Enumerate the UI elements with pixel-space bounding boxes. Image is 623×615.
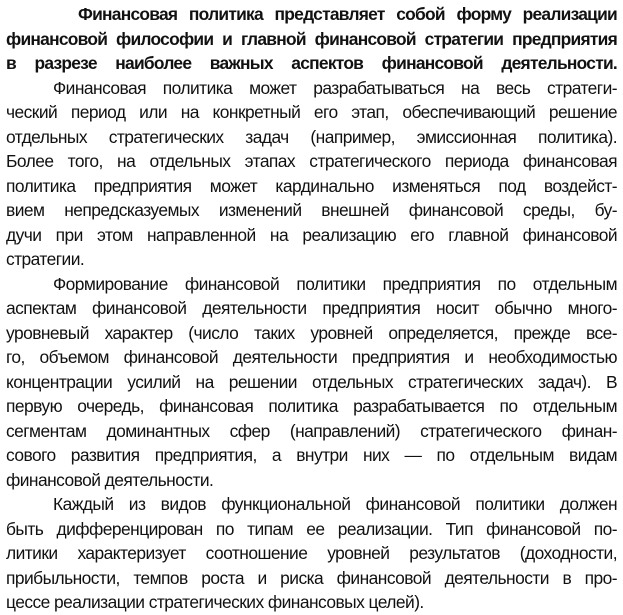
text-line: вием непредсказуемых изменений внешней финансовой среды, бу- (6, 200, 617, 220)
text-line: прибыльности, темпов роста и риска финансовой деятельности в про- (6, 567, 617, 588)
intro-paragraph (6, 2, 617, 76)
intro-line: Финансовая политика представляет собой форму реализации (78, 4, 617, 24)
text-line: го, объемом финансовой деятельности предприятия и необходимостью (6, 347, 617, 367)
document-page (6, 2, 617, 615)
intro-line: финансовой философии и главной финансовой стратегии предприятия (6, 28, 617, 49)
intro-line: в разрезе наиболее важных аспектов финансовой деятельности. (6, 53, 617, 73)
text-line: сового развития предприятия, а внутри них — по отдельным видам (6, 445, 617, 465)
text-line: Более того, на отдельных этапах стратегического периода финансовая (6, 151, 617, 171)
text-line: Формирование финансовой политики предприятия по отдельным (53, 273, 617, 294)
text-line: концентрации усилий на решении отдельных стратегических задач). В (6, 371, 617, 392)
text-line: сегментам доминантных сфер (направлений) стратегического финан- (6, 420, 617, 441)
text-line: быть дифференцирован по типам ее реализации. Тип финансовой по- (6, 518, 617, 539)
text-line: цессе реализации стратегических финансовых целей). (6, 592, 424, 612)
text-line: Финансовая политика может разрабатываться на весь стратеги- (53, 77, 617, 98)
text-line: стратегии. (6, 249, 85, 269)
paragraph-1 (6, 76, 617, 272)
text-line: политика предприятия может кардинально изменяться под воздейст- (6, 175, 617, 196)
text-line: первую очередь, финансовая политика разрабатывается по отдельным (6, 396, 617, 416)
text-line: уровневый характер (число таких уровней определяется, прежде все- (6, 322, 617, 343)
paragraph-2 (6, 272, 617, 493)
text-line: ческий период или на конкретный его этап, обеспечивающий решение (6, 102, 617, 122)
text-line: финансовой деятельности. (6, 469, 214, 490)
text-line: дучи при этом направленной на реализацию его главной финансовой (6, 224, 617, 245)
text-line: отдельных стратегических задач (например, эмиссионная политика). (6, 126, 617, 147)
paragraph-3 (6, 492, 617, 615)
text-line: литики характеризует соотношение уровней результатов (доходности, (6, 543, 617, 563)
text-line: аспектам финансовой деятельности предприятия носит обычно много- (6, 298, 617, 318)
text-line: Каждый из видов функциональной финансовой политики должен (53, 494, 617, 514)
